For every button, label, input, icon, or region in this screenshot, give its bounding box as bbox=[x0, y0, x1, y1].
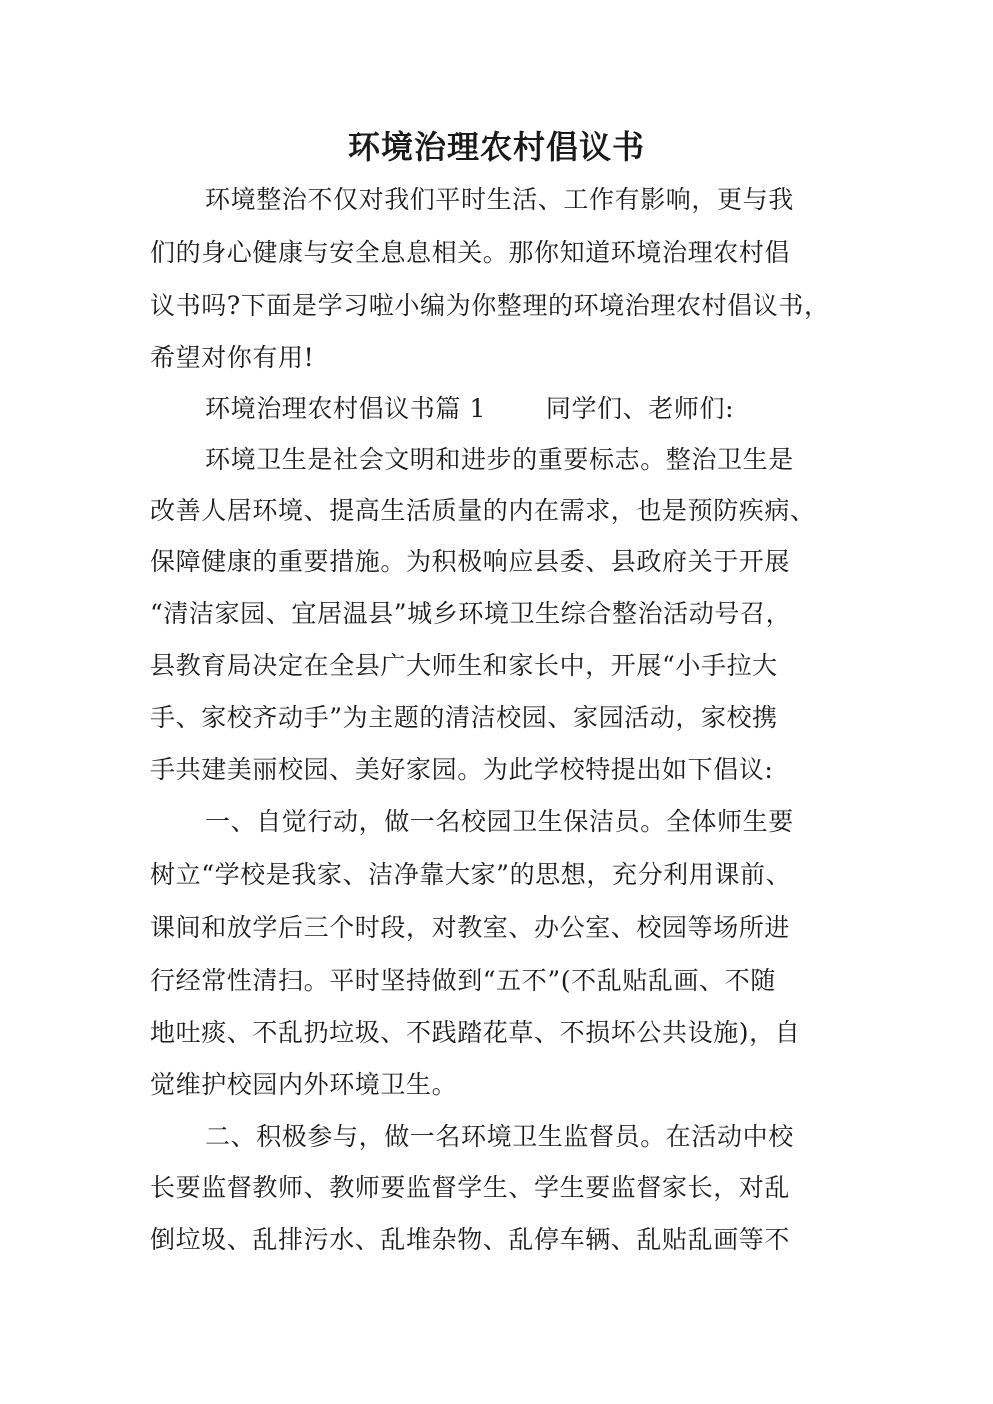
paragraph-line: 手、家校齐动手”为主题的清洁校园、家园活动，家校携 bbox=[150, 703, 778, 732]
paragraph-line: 们的身心健康与安全息息相关。那你知道环境治理农村倡 bbox=[150, 238, 791, 267]
paragraph-line: 手共建美丽校园、美好家园。为此学校特提出如下倡议: bbox=[150, 755, 774, 784]
paragraph-line: 保障健康的重要措施。为积极响应县委、县政府关于开展 bbox=[150, 547, 791, 576]
section-heading-line: 环境治理农村倡议书篇 1 同学们、老师们: bbox=[205, 394, 735, 423]
paragraph-line: 环境整治不仅对我们平时生活、工作有影响，更与我 bbox=[205, 185, 794, 214]
document-title: 环境治理农村倡议书 bbox=[347, 128, 645, 166]
paragraph-line: 倒垃圾、乱排污水、乱堆杂物、乱停车辆、乱贴乱画等不 bbox=[150, 1225, 791, 1254]
paragraph-line: 县教育局决定在全县广大师生和家长中，开展“小手拉大 bbox=[150, 651, 778, 680]
paragraph-line: 议书吗?下面是学习啦小编为你整理的环境治理农村倡议书， bbox=[150, 291, 830, 320]
paragraph-line: 改善人居环境、提高生活质量的内在需求，也是预防疾病、 bbox=[150, 496, 816, 525]
paragraph-line: 树立“学校是我家、洁净靠大家”的思想，充分利用课前、 bbox=[150, 860, 792, 889]
paragraph-line: 环境卫生是社会文明和进步的重要标志。整治卫生是 bbox=[205, 445, 794, 474]
paragraph-line: 行经常性清扫。平时坚持做到“五不”(不乱贴乱画、不随 bbox=[150, 966, 776, 995]
paragraph-line: 觉维护校园内外环境卫生。 bbox=[150, 1070, 458, 1099]
paragraph-line: 课间和放学后三个时段，对教室、办公室、校园等场所进 bbox=[150, 913, 791, 942]
paragraph-line: 希望对你有用! bbox=[150, 343, 315, 372]
paragraph-line: 一、自觉行动，做一名校园卫生保洁员。全体师生要 bbox=[205, 807, 794, 836]
paragraph-line: 二、积极参与，做一名环境卫生监督员。在活动中校 bbox=[205, 1122, 794, 1151]
paragraph-line: 地吐痰、不乱扔垃圾、不践踏花草、不损坏公共设施)，自 bbox=[150, 1018, 801, 1047]
paragraph-line: “清洁家园、宜居温县”城乡环境卫生综合整治活动号召， bbox=[150, 599, 792, 628]
paragraph-line: 长要监督教师、教师要监督学生、学生要监督家长，对乱 bbox=[150, 1173, 791, 1202]
